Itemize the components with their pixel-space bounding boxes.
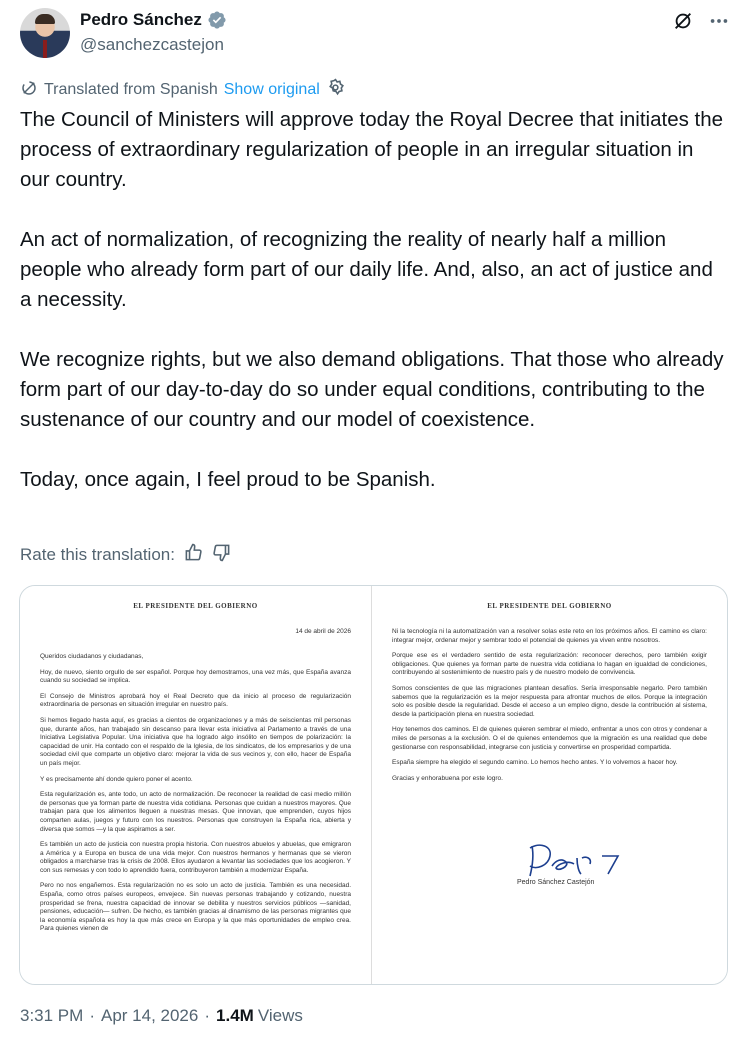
letter-date: 14 de abril de 2026: [295, 628, 351, 635]
author-name[interactable]: Pedro Sánchez: [80, 10, 202, 29]
letterhead: EL PRESIDENTE DEL GOBIERNO: [487, 602, 612, 610]
author-handle[interactable]: @sanchezcastejon: [80, 35, 224, 54]
verified-badge-icon: [207, 10, 227, 30]
translate-icon: [20, 79, 38, 102]
letter-paragraph: Si hemos llegado hasta aquí, es gracias a cientos de organizaciones y a más de seiscientas mil personas que, durante años, han trabajado sin descanso para llevar esta iniciativa al Parlamento a través de una Iniciativa Legislativa Popular. Una iniciativa que ha logrado algo insólito en tiempos de polarización: la capacidad de unir. Ha contado con el respaldo de la Iglesia, de los sindicatos, de los empresarios y de una sociedad civil que comparte un objetivo claro: mejorar la vida de sus vecinos y, con ello, hacer de España un país mejor.: [40, 716, 351, 767]
rate-translation: [20, 543, 231, 567]
tweet-header: [20, 6, 730, 60]
letter-paragraph: Gracias y enhorabuena por este logro.: [392, 774, 503, 782]
separator-dot: ·: [89, 1006, 95, 1025]
tweet-time[interactable]: 3:31 PM: [20, 1006, 84, 1025]
more-icon[interactable]: [708, 10, 730, 32]
tweet-date[interactable]: Apr 14, 2026: [100, 1006, 199, 1025]
translated-label: Translated from Spanish: [44, 81, 218, 98]
thumbs-up-icon[interactable]: [184, 543, 203, 567]
tweet-text: [20, 105, 726, 495]
separator-dot: ·: [204, 1006, 211, 1025]
letter-paragraph: Y es precisamente ahí donde quiero poner el acento.: [40, 775, 193, 783]
avatar[interactable]: [20, 8, 70, 58]
tweet-paragraph: We recognize rights, but we also demand obligations. That those who already form part of our day-to-day do so under equal conditions, contributing to the sustenance of our country and our model of coexistence.: [20, 348, 724, 431]
letter-paragraph: Hoy, de nuevo, siento orgullo de ser español. Porque hoy demostramos, una vez más, que España avanza cuando su sociedad se implica.: [40, 668, 351, 685]
letter-paragraph: Es también un acto de justicia con nuestra propia historia. Con nuestros abuelos y abuelas, que emigraron a América y a Europa en busca de una vida mejor. Con nuestros hermanos y hermanas que se vieron obligados a marcharse tras la crisis de 2008. Ellos ayudaron a levantar las sociedades que los acogieron. Y con sus remesas y con todo lo aprendido fuera, contribuyeron también a modernizar España.: [40, 841, 351, 874]
letter-paragraph: Esta regularización es, ante todo, un acto de normalización. De reconocer la realidad de casi medio millón de personas que ya forman parte de nuestra vida cotidiana. Personas que cuidan a nuestros mayores. Que trabajan para que los alimentos lleguen a nuestras mesas. Que innovan, que emprenden, cuyos hijos comparten aulas, juegos y futuro con los nuestros. Personas que construyen la España rica, abierta y diversa que somos —y la que aspiramos a ser.: [40, 791, 351, 833]
tweet-paragraph: The Council of Ministers will approve today the Royal Decree that initiates the process of extraordinary regularization of people in an irregular situation in our country.: [20, 108, 724, 191]
views-label: Views: [257, 1006, 303, 1025]
letter-paragraph: España siempre ha elegido el segundo camino. Lo hemos hecho antes. Y lo volvemos a hacer hoy.: [392, 759, 678, 767]
tweet-footer: [20, 1006, 303, 1026]
grok-icon[interactable]: [672, 10, 694, 32]
thumbs-down-icon[interactable]: [212, 543, 231, 567]
letter-page-1: [20, 586, 372, 985]
show-original-link[interactable]: Show original: [223, 81, 320, 98]
header-actions: [672, 10, 730, 32]
attached-letter-image[interactable]: [19, 585, 728, 985]
letter-paragraph: Porque ese es el verdadero sentido de esta regularización: reconocer derechos, pero también exigir obligaciones. Que quienes ya forman parte de nuestra vida cotidiana lo hagan en igualdad de condiciones, contribuyendo al sostenimiento de nuestro país y de nuestro modelo de convivencia.: [392, 652, 707, 677]
letter-page-2: [372, 586, 727, 985]
letterhead: EL PRESIDENTE DEL GOBIERNO: [133, 602, 258, 610]
author-name-row: [80, 10, 227, 30]
letter-paragraph: Somos conscientes de que las migraciones plantean desafíos. Sería irresponsable negarlo. Pero también sabemos que la regularización es la mejor respuesta para afrontar muchos de ellos. Porque la integración solo es posible desde la regularidad. Desde el acceso a un empleo digno, desde la contribución al sistema, desde la participación plena en nuestra sociedad.: [392, 684, 707, 718]
letter-paragraph: El Consejo de Ministros aprobará hoy el Real Decreto que da inicio al proceso de regularización extraordinaria de personas en situación irregular en nuestro país.: [40, 692, 351, 709]
avatar-tie: [43, 40, 47, 58]
avatar-hair: [35, 14, 55, 24]
settings-icon[interactable]: [326, 78, 345, 102]
translation-bar: [20, 78, 345, 102]
letter-paragraph: Pero no nos engañemos. Esta regularización no es solo un acto de justicia. También es una necesidad. España, como otros países europeos, envejece. Sin nuevas personas trabajando y cotizando, nuestra prosperidad se frena, nuestra capacidad de innovar se debilita y nuestros servicios públicos —sanidad, pensiones, educación— sufren. De hecho, es también gracias al dinamismo de las personas migrantes que la economía española es hoy la que más crece en Europa y la que más oportunidades de empleo crea. Para quienes vienen de: [40, 882, 351, 933]
tweet-paragraph: Today, once again, I feel proud to be Spanish.: [20, 468, 436, 491]
letter-paragraph: Queridos ciudadanos y ciudadanas,: [40, 653, 144, 660]
rate-label: Rate this translation:: [20, 545, 175, 564]
tweet-paragraph: An act of normalization, of recognizing the reality of nearly half a million people who already form part of our daily life. And, also, an act of justice and a necessity.: [20, 228, 713, 311]
letter-paragraph: Hoy tenemos dos caminos. El de quienes quieren sembrar el miedo, enfrentar a unos con otros y condenar a miles de personas a la exclusión. O el de quienes entendemos que la migración es una realidad que debe gestionarse con responsabilidad, integrarse con justicia y convertirse en prosperidad compartida.: [392, 726, 707, 751]
signatory-name: Pedro Sánchez Castejón: [517, 879, 595, 886]
views-count: 1.4M: [216, 1006, 254, 1025]
letter-paragraph: Ni la tecnología ni la automatización van a resolver solas este reto en los próximos años. El camino es claro: integrar mejor, ordenar mejor y sembrar todo el potencial de quienes ya viven entre nosotros.: [392, 628, 707, 644]
